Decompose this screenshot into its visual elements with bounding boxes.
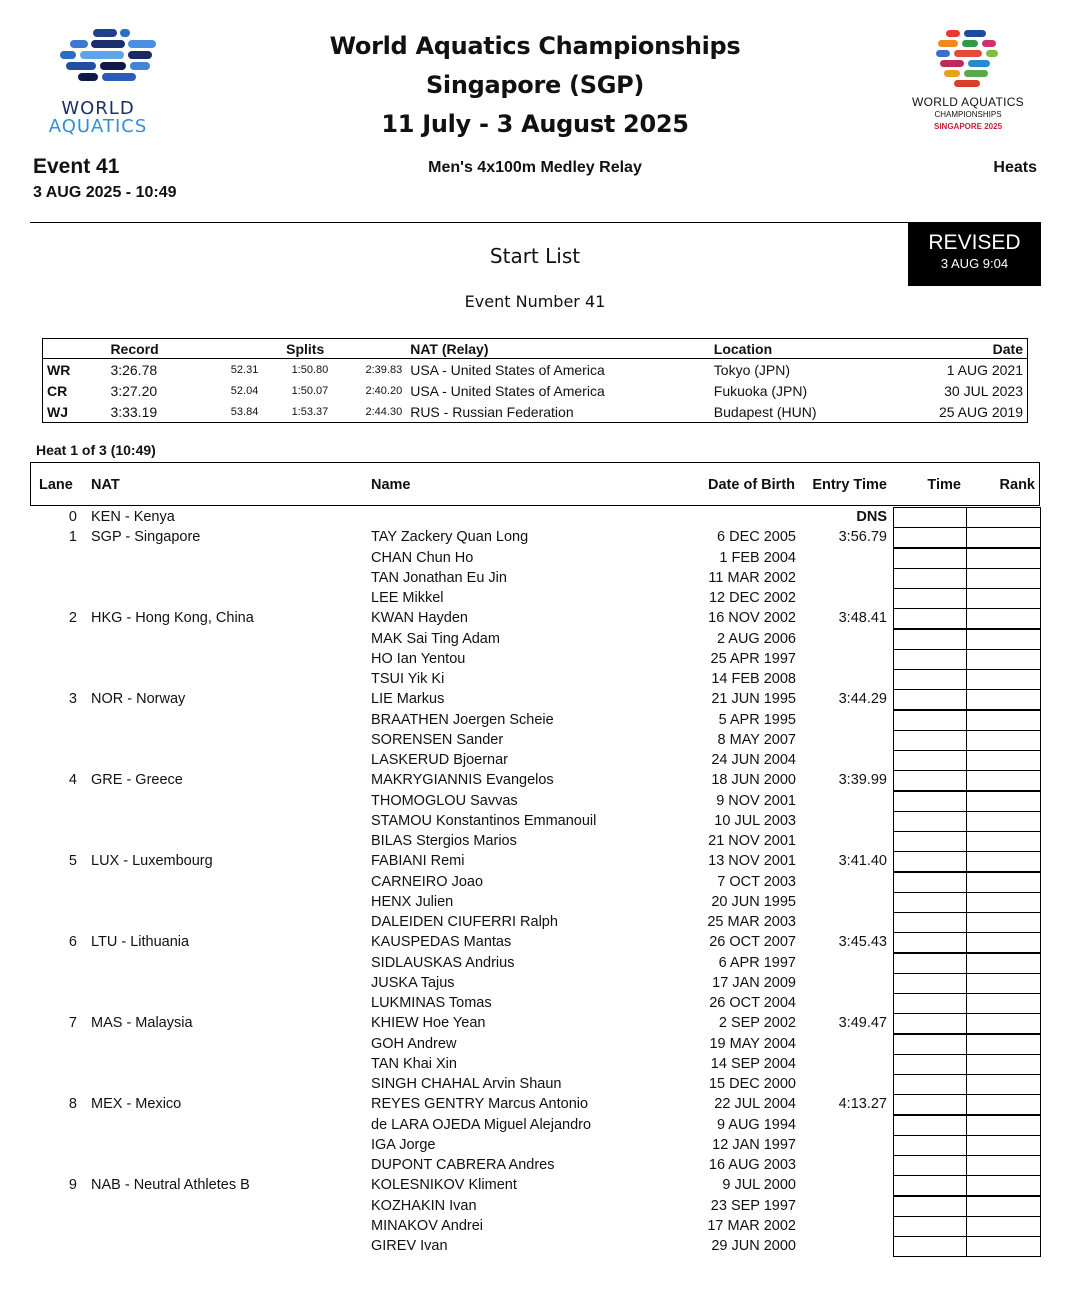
rank-box: [966, 872, 1041, 893]
date-of-birth: 8 MAY 2007: [717, 731, 796, 748]
title-line-1: World Aquatics Championships: [329, 32, 741, 60]
record-date: 25 AUG 2019: [938, 403, 1023, 420]
logo-text-world: WORLD: [61, 98, 135, 119]
rank-box: [966, 649, 1041, 670]
record-row: [43, 401, 1028, 423]
rank-box: [966, 1034, 1041, 1055]
record-location: Tokyo (JPN): [713, 361, 791, 378]
athlete-name: BILAS Stergios Marios: [371, 833, 517, 849]
athlete-name: THOMOGLOU Savvas: [371, 792, 518, 809]
start-list-row: [0, 629, 1080, 649]
record-split-3: 2:40.20: [365, 384, 403, 397]
date-of-birth: 15 DEC 2000: [708, 1076, 796, 1092]
rank-box: [966, 710, 1041, 731]
lane-number: 5: [68, 853, 77, 870]
date-of-birth: 6 DEC 2005: [717, 529, 796, 546]
athlete-name: CARNEIRO Joao: [371, 873, 484, 890]
entry-time: 3:48.41: [838, 610, 887, 627]
revised-label: REVISED: [928, 231, 1021, 254]
time-box: [893, 1236, 968, 1257]
date-of-birth: 14 FEB 2008: [711, 671, 796, 687]
time-box: [893, 912, 968, 933]
championships-logo-line2: CHAMPIONSHIPS: [934, 110, 1002, 119]
record-time: 3:27.20: [110, 382, 158, 399]
rank-box: [966, 912, 1041, 933]
date-of-birth: 20 JUN 1995: [711, 893, 796, 910]
entry-time: 3:56.79: [838, 529, 887, 546]
athlete-name: SIDLAUSKAS Andrius: [371, 954, 515, 971]
record-nat: RUS - Russian Federation: [410, 403, 574, 420]
start-list-row: [0, 912, 1080, 932]
time-box: [893, 1196, 968, 1217]
rank-box: [966, 750, 1041, 771]
time-box: [893, 953, 968, 974]
time-box: [893, 588, 968, 609]
start-list-row: [0, 608, 1080, 628]
start-list-row: [0, 1013, 1080, 1033]
date-of-birth: 29 JUN 2000: [711, 1238, 796, 1254]
date-of-birth: 16 AUG 2003: [708, 1157, 796, 1173]
rank-box: [966, 1074, 1041, 1095]
start-list-row: [0, 1115, 1080, 1135]
records-table: [42, 338, 1028, 423]
records-header-date: Date: [910, 339, 1028, 359]
event-datetime: 3 AUG 2025 - 10:49: [33, 184, 177, 201]
date-of-birth: 9 AUG 1994: [717, 1116, 796, 1133]
rank-box: [966, 507, 1041, 528]
record-split-1: 53.84: [230, 405, 259, 418]
lane-number: 1: [68, 529, 77, 546]
rank-box: [966, 568, 1041, 589]
entry-time: 3:45.43: [838, 934, 887, 951]
event-name: Men's 4x100m Medley Relay: [428, 159, 642, 176]
date-of-birth: 17 JAN 2009: [712, 974, 796, 991]
athlete-name: STAMOU Konstantinos Emmanouil: [371, 812, 597, 829]
time-box: [893, 527, 968, 548]
athlete-name: LASKERUD Bjoernar: [371, 752, 508, 768]
championships-logo-line3: SINGAPORE 2025: [933, 122, 1003, 131]
records-header-location: Location: [710, 339, 910, 359]
entry-time: 3:49.47: [838, 1015, 887, 1032]
start-list-row: [0, 831, 1080, 851]
rank-box: [966, 588, 1041, 609]
rank-box: [966, 973, 1041, 994]
rank-box: [966, 791, 1041, 812]
entry-time: 3:39.99: [838, 772, 887, 789]
event-label: Event 41: [33, 155, 120, 178]
time-box: [893, 1054, 968, 1075]
time-box: [893, 1115, 968, 1136]
start-list-row: [0, 1196, 1080, 1216]
date-of-birth: 9 NOV 2001: [716, 792, 796, 809]
date-of-birth: 6 APR 1997: [718, 954, 796, 971]
rank-box: [966, 730, 1041, 751]
athlete-name: SINGH CHAHAL Arvin Shaun: [371, 1076, 562, 1092]
rank-box: [966, 669, 1041, 690]
rank-box: [966, 993, 1041, 1014]
title-line-2: Singapore (SGP): [425, 71, 645, 99]
time-box: [893, 851, 968, 872]
athlete-name: DUPONT CABRERA Andres: [371, 1157, 555, 1173]
start-list-row: [0, 1216, 1080, 1236]
start-list-rows: [0, 507, 1080, 1256]
start-list-row: [0, 669, 1080, 689]
nat-name: HKG - Hong Kong, China: [91, 610, 254, 627]
entry-time: 3:41.40: [838, 853, 887, 870]
athlete-name: KHIEW Hoe Yean: [371, 1015, 486, 1032]
start-list-row: [0, 649, 1080, 669]
record-location: Fukuoka (JPN): [713, 382, 808, 399]
date-of-birth: 7 OCT 2003: [717, 873, 796, 890]
rank-box: [966, 953, 1041, 974]
time-box: [893, 973, 968, 994]
rank-box: [966, 527, 1041, 548]
nat-name: LTU - Lithuania: [91, 934, 190, 951]
athlete-name: TAY Zackery Quan Long: [371, 529, 529, 546]
athlete-name: GIREV Ivan: [371, 1238, 448, 1254]
start-list-row: [0, 791, 1080, 811]
date-of-birth: 24 JUN 2004: [711, 752, 796, 768]
lane-number: 9: [68, 1177, 77, 1194]
time-box: [893, 1216, 968, 1237]
championships-logo: [896, 28, 1040, 138]
athlete-name: TAN Jonathan Eu Jin: [371, 569, 507, 586]
start-list-row: [0, 811, 1080, 831]
time-box: [893, 750, 968, 771]
rank-box: [966, 1013, 1041, 1034]
rank-box: [966, 932, 1041, 953]
records-header-splits: Splits: [262, 339, 332, 359]
record-date: 1 AUG 2021: [946, 361, 1023, 378]
start-list-row: [0, 770, 1080, 790]
date-of-birth: 25 APR 1997: [710, 650, 796, 667]
record-time: 3:26.78: [110, 361, 158, 378]
athlete-name: LUKMINAS Tomas: [371, 995, 492, 1011]
time-box: [893, 608, 968, 629]
athlete-name: SORENSEN Sander: [371, 731, 504, 748]
record-type: WR: [47, 361, 71, 378]
athlete-name: BRAATHEN Joergen Scheie: [371, 711, 554, 728]
record-type: CR: [47, 382, 68, 399]
championship-dots-icon: [934, 28, 1004, 90]
lane-number: 0: [68, 509, 77, 525]
date-of-birth: 26 OCT 2007: [709, 934, 796, 951]
time-box: [893, 1155, 968, 1176]
start-list-row: [0, 1054, 1080, 1074]
time-box: [893, 1135, 968, 1156]
time-box: [893, 892, 968, 913]
time-box: [893, 629, 968, 650]
date-of-birth: 2 SEP 2002: [718, 1015, 796, 1032]
date-of-birth: 18 JUN 2000: [711, 772, 796, 789]
event-phase: Heats: [993, 159, 1037, 176]
rank-box: [966, 1236, 1041, 1257]
record-split-3: 2:44.30: [365, 405, 403, 418]
revised-time: 3 AUG 9:04: [940, 256, 1009, 271]
record-location: Budapest (HUN): [713, 403, 817, 420]
time-box: [893, 669, 968, 690]
time-box: [893, 872, 968, 893]
date-of-birth: 16 NOV 2002: [708, 610, 796, 627]
event-number: Event Number 41: [464, 292, 606, 311]
nat-name: KEN - Kenya: [91, 509, 175, 525]
record-row: [43, 380, 1028, 401]
start-list-row: [0, 588, 1080, 608]
world-aquatics-logo: [28, 26, 168, 138]
rank-box: [966, 1216, 1041, 1237]
date-of-birth: 2 AUG 2006: [717, 630, 796, 647]
start-list-row: [0, 507, 1080, 527]
start-list-row: [0, 548, 1080, 568]
athlete-name: IGA Jorge: [371, 1136, 436, 1153]
time-box: [893, 1094, 968, 1115]
start-list-row: [0, 527, 1080, 547]
date-of-birth: 23 SEP 1997: [710, 1197, 796, 1214]
col-header-time: Time: [927, 477, 961, 493]
athlete-name: DALEIDEN CIUFERRI Ralph: [371, 914, 558, 930]
time-box: [893, 1034, 968, 1055]
record-split-2: 1:50.80: [291, 363, 329, 376]
date-of-birth: 11 MAR 2002: [708, 569, 796, 586]
record-type: WJ: [47, 403, 68, 420]
header-divider: [30, 222, 910, 223]
rank-box: [966, 1115, 1041, 1136]
athlete-name: KWAN Hayden: [371, 610, 468, 627]
time-box: [893, 568, 968, 589]
rank-box: [966, 548, 1041, 569]
nat-name: NAB - Neutral Athletes B: [91, 1177, 250, 1194]
athlete-name: HO Ian Yentou: [371, 650, 466, 667]
logo-dots-icon: [58, 26, 158, 96]
nat-name: GRE - Greece: [91, 772, 183, 789]
lane-number: 4: [68, 772, 77, 789]
athlete-name: FABIANI Remi: [371, 853, 465, 870]
athlete-name: KOLESNIKOV Kliment: [371, 1177, 517, 1194]
date-of-birth: 5 APR 1995: [718, 711, 796, 728]
date-of-birth: 13 NOV 2001: [708, 853, 796, 870]
start-list-row: [0, 1074, 1080, 1094]
athlete-name: de LARA OJEDA Miguel Alejandro: [371, 1116, 592, 1133]
rank-box: [966, 1196, 1041, 1217]
championships-logo-line1: WORLD AQUATICS: [912, 95, 1024, 109]
start-list-row: [0, 872, 1080, 892]
time-box: [893, 770, 968, 791]
col-header-entry: Entry Time: [812, 477, 887, 493]
time-box: [893, 932, 968, 953]
date-of-birth: 21 JUN 1995: [711, 691, 796, 708]
date-of-birth: 1 FEB 2004: [719, 549, 796, 566]
rank-box: [966, 770, 1041, 791]
time-box: [893, 811, 968, 832]
date-of-birth: 14 SEP 2004: [710, 1055, 796, 1072]
lane-number: 7: [68, 1015, 77, 1032]
start-list-row: [0, 892, 1080, 912]
start-list-row: [0, 851, 1080, 871]
col-header-dob: Date of Birth: [708, 477, 795, 493]
record-nat: USA - United States of America: [410, 361, 605, 378]
athlete-name: LEE Mikkel: [371, 590, 444, 606]
athlete-name: MAK Sai Ting Adam: [371, 630, 500, 647]
date-of-birth: 17 MAR 2002: [707, 1217, 796, 1234]
start-list-row: [0, 730, 1080, 750]
date-of-birth: 12 JAN 1997: [712, 1136, 796, 1153]
nat-name: LUX - Luxembourg: [91, 853, 213, 870]
start-list-row: [0, 1175, 1080, 1195]
time-box: [893, 689, 968, 710]
athlete-name: KOZHAKIN Ivan: [371, 1197, 477, 1214]
time-box: [893, 993, 968, 1014]
heat-label: Heat 1 of 3 (10:49): [36, 442, 156, 458]
start-list-row: [0, 1155, 1080, 1175]
record-date: 30 JUL 2023: [944, 382, 1023, 399]
date-of-birth: 9 JUL 2000: [722, 1177, 796, 1194]
record-time: 3:33.19: [110, 403, 158, 420]
entry-time: DNS: [856, 509, 887, 525]
col-header-lane: Lane: [39, 477, 73, 493]
start-list-row: [0, 932, 1080, 952]
start-list-row: [0, 568, 1080, 588]
start-list-row: [0, 1236, 1080, 1256]
athlete-name: LIE Markus: [371, 691, 445, 708]
athlete-name: GOH Andrew: [371, 1035, 457, 1052]
start-list-row: [0, 1034, 1080, 1054]
record-split-2: 1:53.37: [291, 405, 329, 418]
time-box: [893, 791, 968, 812]
athlete-name: MINAKOV Andrei: [371, 1217, 484, 1234]
date-of-birth: 21 NOV 2001: [708, 833, 796, 849]
record-split-3: 2:39.83: [365, 363, 403, 376]
document-title: Start List: [489, 244, 581, 268]
start-list-row: [0, 953, 1080, 973]
nat-name: MAS - Malaysia: [91, 1015, 193, 1032]
time-box: [893, 1175, 968, 1196]
col-header-nat: NAT: [91, 477, 120, 493]
rank-box: [966, 629, 1041, 650]
time-box: [893, 649, 968, 670]
rank-box: [966, 1094, 1041, 1115]
start-list-row: [0, 710, 1080, 730]
date-of-birth: 12 DEC 2002: [708, 590, 796, 606]
time-box: [893, 1074, 968, 1095]
start-list-row: [0, 689, 1080, 709]
rank-box: [966, 1175, 1041, 1196]
rank-box: [966, 1054, 1041, 1075]
record-split-1: 52.31: [230, 363, 259, 376]
rank-box: [966, 831, 1041, 852]
nat-name: NOR - Norway: [91, 691, 186, 708]
rank-box: [966, 1155, 1041, 1176]
rank-box: [966, 851, 1041, 872]
date-of-birth: 19 MAY 2004: [709, 1035, 796, 1052]
nat-name: SGP - Singapore: [91, 529, 201, 546]
date-of-birth: 10 JUL 2003: [714, 812, 796, 829]
athlete-name: JUSKA Tajus: [371, 974, 455, 991]
record-row: [43, 359, 1028, 381]
athlete-name: TAN Khai Xin: [371, 1055, 457, 1072]
start-list-row: [0, 1094, 1080, 1114]
date-of-birth: 26 OCT 2004: [709, 995, 796, 1011]
lane-number: 2: [68, 610, 77, 627]
athlete-name: CHAN Chun Ho: [371, 549, 474, 566]
start-list-header: [30, 462, 1040, 506]
time-box: [893, 831, 968, 852]
time-box: [893, 710, 968, 731]
time-box: [893, 507, 968, 528]
start-list-row: [0, 993, 1080, 1013]
start-list-row: [0, 973, 1080, 993]
athlete-name: HENX Julien: [371, 893, 454, 910]
rank-box: [966, 811, 1041, 832]
lane-number: 3: [68, 691, 77, 708]
lane-number: 8: [68, 1096, 77, 1113]
record-split-1: 52.04: [230, 384, 259, 397]
athlete-name: TSUI Yik Ki: [371, 671, 445, 687]
athlete-name: MAKRYGIANNIS Evangelos: [371, 772, 554, 789]
record-nat: USA - United States of America: [410, 382, 605, 399]
date-of-birth: 25 MAR 2003: [707, 914, 796, 930]
rank-box: [966, 1135, 1041, 1156]
col-header-name: Name: [371, 477, 411, 493]
rank-box: [966, 689, 1041, 710]
time-box: [893, 730, 968, 751]
col-header-rank: Rank: [999, 477, 1035, 493]
rank-box: [966, 892, 1041, 913]
records-header-record: Record: [106, 339, 202, 359]
rank-box: [966, 608, 1041, 629]
date-of-birth: 22 JUL 2004: [714, 1096, 796, 1113]
revised-badge: [908, 222, 1041, 286]
lane-number: 6: [68, 934, 77, 951]
start-list-row: [0, 1135, 1080, 1155]
time-box: [893, 548, 968, 569]
athlete-name: KAUSPEDAS Mantas: [371, 934, 512, 951]
entry-time: 4:13.27: [838, 1096, 887, 1113]
time-box: [893, 1013, 968, 1034]
entry-time: 3:44.29: [838, 691, 887, 708]
record-split-2: 1:50.07: [291, 384, 329, 397]
athlete-name: REYES GENTRY Marcus Antonio: [371, 1096, 589, 1113]
title-line-3: 11 July - 3 August 2025: [381, 110, 689, 138]
start-list-row: [0, 750, 1080, 770]
nat-name: MEX - Mexico: [91, 1096, 182, 1113]
logo-text-aquatics: AQUATICS: [48, 116, 148, 137]
records-header-nat: NAT (Relay): [406, 339, 710, 359]
